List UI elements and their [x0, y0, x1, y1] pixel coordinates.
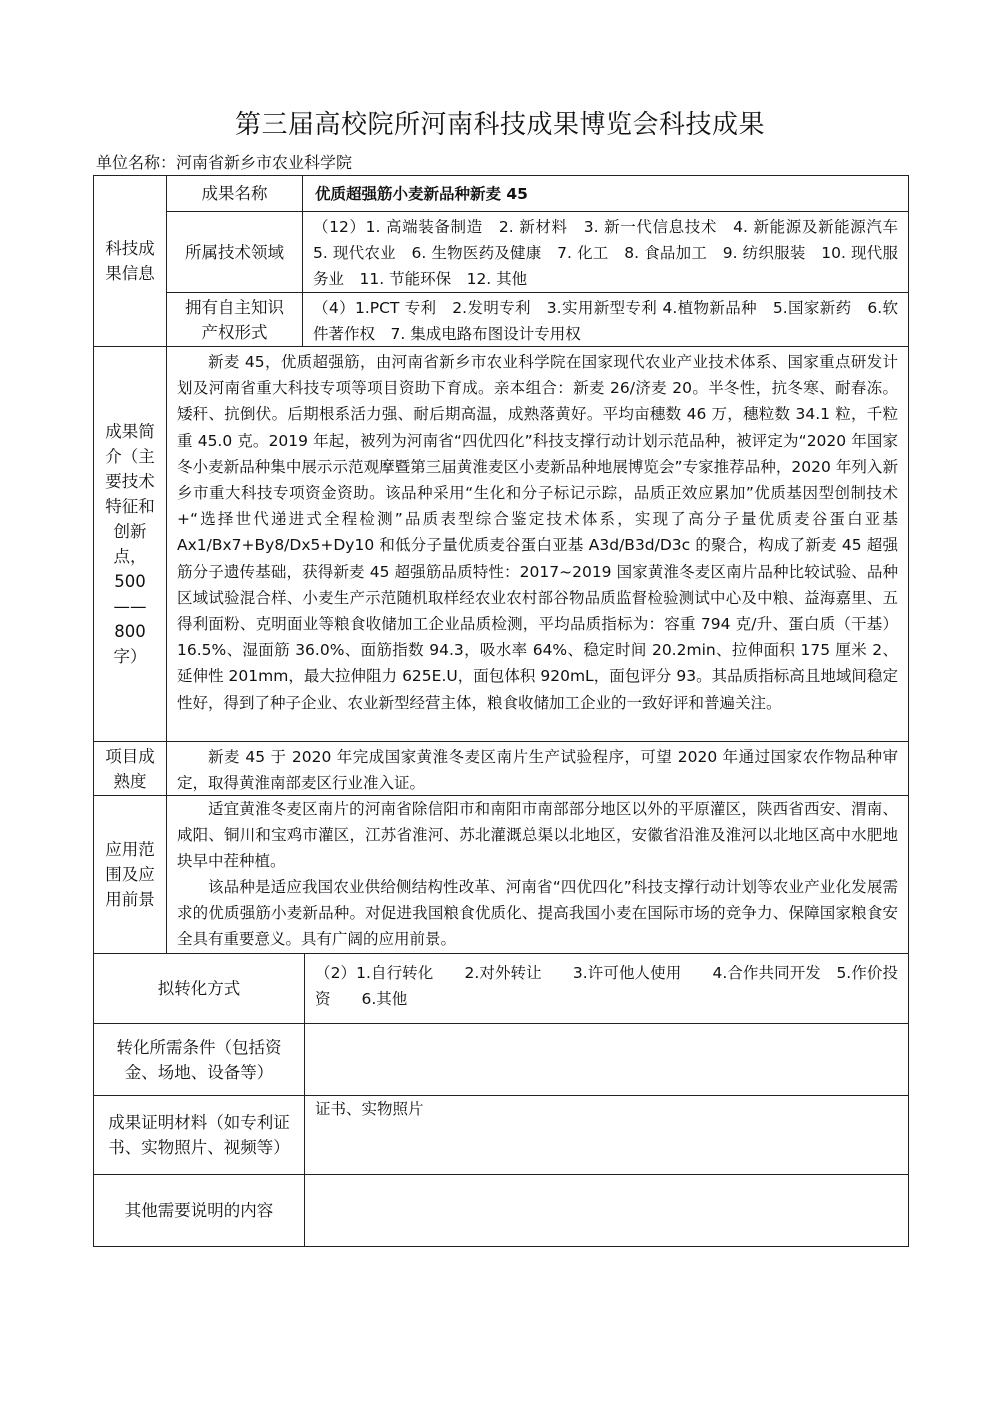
- transfer-label: 拟转化方式: [157, 979, 241, 998]
- other-text: [305, 1177, 908, 1246]
- summary-text: 新麦 45，优质超强筋，由河南省新乡市农业科学院在国家现代农业产业技术体系、国家重点研发计划及河南省重大科技专项等项目资助下育成。亲本组合：新麦 26/济麦 20。半冬性，抗冬寒、耐春冻。矮秆、抗倒伏。后期根系活力强、耐后期高温，成熟落黄好。平均亩穗数 46 万，穗粒数 34.1 粒，千粒重 45.0 克。2019 年起，被列为河南省“四优四化”科技支撑行动计划示范品种，被评定为“2020 年国家冬小麦新品种集中展示示范观摩暨第三届黄淮麦区小麦新品种地展博览会”专家推荐品种，2020 年列入新乡市重大科技专项资金资助。该品种采用“生化和分子标记示踪，品质正效应累加”优质基因型创制技术+“选择世代递进式全程检测”品质表型综合鉴定技术体系，实现了高分子量优质麦谷蛋白亚基 Ax1/Bx7+By8/Dx5+Dy10 和低分子量优质麦谷蛋白亚基 A3d/B3d/D3c 的聚合，构成了新麦 45 超强筋分子遗传基础，获得新麦 45 超强筋品质特性：2017~2019 国家黄淮冬麦区南片品种比较试验、品种区域试验混合样、小麦生产示范随机取样经农业农村部谷物品质监督检验测试中心及中粮、益海嘉里、五得利面粉、克明面业等粮食收储加工企业品质检测，平均品质指标为：容重 794 克/升、蛋白质（干基）16.5%、湿面筋 36.0%、面筋指数 94.3，吸水率 64%、稳定时间 20.2min、拉伸面积 175 厘米 2、延伸性 201mm，最大拉伸阻力 625E.U，面包体积 920mL，面包评分 93。其品质指标高且地域间稳定性好，得到了种子企业、农业新型经营主体，粮食收储加工企业的一致好评和普遍关注。: [177, 353, 898, 712]
- summary-label: 成果简介（主要技术特征和创新点，500——800 字）: [105, 422, 155, 666]
- table-line: [93, 1246, 909, 1247]
- application-label: 应用范围及应用前景: [105, 840, 155, 909]
- maturity-label: 项目成熟度: [105, 746, 155, 791]
- name-label: 成果名称: [201, 184, 268, 203]
- info-section-label: 科技成果信息: [105, 239, 155, 283]
- transfer-text: （2）1.自行转化 2.对外转让 3.许可他人使用 4.合作共同开发 5.作价投资 6.其他: [315, 964, 898, 1008]
- evidence-label: 成果证明材料（如专利证书、实物照片、视频等）: [108, 1113, 290, 1157]
- table-line: [908, 175, 909, 1247]
- conditions-text: [305, 1026, 908, 1095]
- ip-label: 拥有自主知识产权形式: [185, 297, 284, 342]
- conditions-label: 转化所需条件（包括资金、场地、设备等）: [116, 1037, 282, 1082]
- page-title: 第三届高校院所河南科技成果博览会科技成果: [234, 110, 765, 140]
- ip-value: （4）1.PCT 专利 2.发明专利 3.实用新型专利 4.植物新品种 5.国家新药 6.软件著作权 7. 集成电路布图设计专用权: [313, 299, 898, 343]
- field-value: （12）1. 高端装备制造 2. 新材料 3. 新一代信息技术 4. 新能源及新能源汽车 5. 现代农业 6. 生物医药及健康 7. 化工 8. 食品加工 9. 纺织服装 10. 现代服务业 11. 节能环保 12. 其他: [313, 218, 914, 288]
- unit-name: 单位名称：河南省新乡市农业科学院: [96, 153, 353, 172]
- other-label: 其他需要说明的内容: [124, 1201, 274, 1220]
- table-line: [93, 741, 909, 742]
- field-label: 所属技术领域: [185, 242, 284, 262]
- name-value: 优质超强筋小麦新品种新麦 45: [315, 184, 528, 203]
- application-text: 适宜黄淮冬麦区南片的河南省除信阳市和南阳市南部部分地区以外的平原灌区，陕西省西安、渭南、咸阳、铜川和宝鸡市灌区，江苏省淮河、苏北灌溉总渠以北地区，安徽省沿淮及淮河以北地区高中水肥地块早中茬种植。 该品种是适应我国农业供给侧结构性改革、河南省“四优四化”科技支撑行动计划等农业产业化发展需求的优质强筋小麦新品种。对促进我国粮食优质化、提高我国小麦在国际市场的竞争力、保障国家粮食安全具有重要意义。具有广阔的应用前景。: [177, 800, 898, 948]
- evidence-text: 证书、实物照片: [315, 1100, 424, 1118]
- maturity-text: 新麦 45 于 2020 年完成国家黄淮冬麦区南片生产试验程序，可望 2020 年通过国家农作物品种审定，取得黄淮南部麦区行业准入证。: [177, 748, 898, 792]
